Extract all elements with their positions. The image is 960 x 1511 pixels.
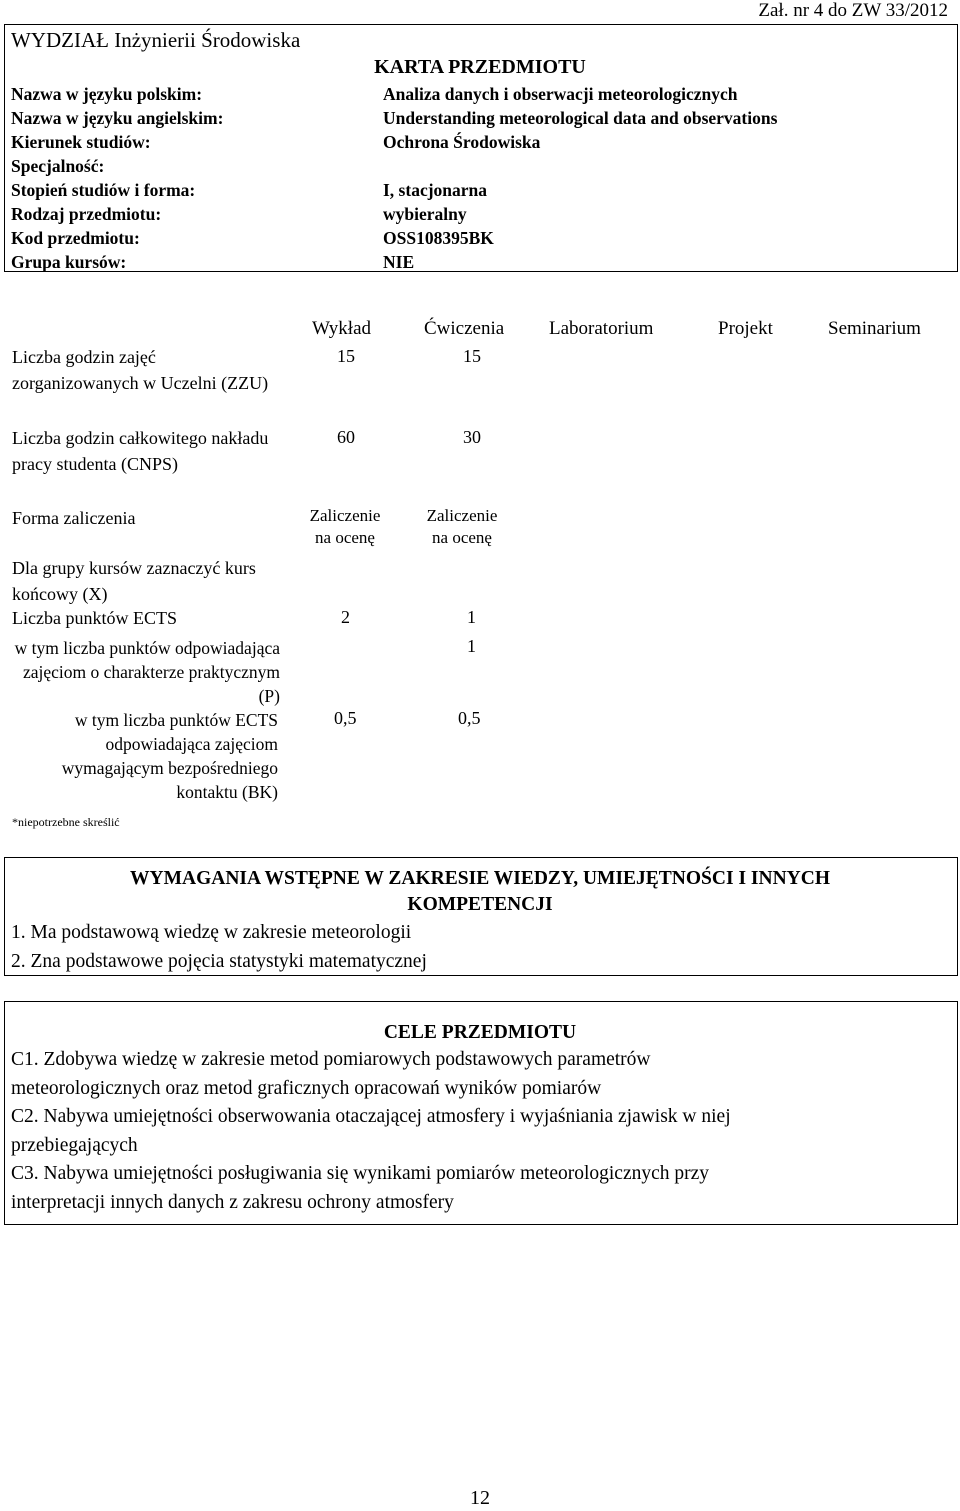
goals-heading: CELE PRZEDMIOTU [383,1022,577,1043]
goal-line-2: meteorologicznych oraz metod graficznych opracowań wyników pomiarów [11,1078,602,1099]
value-field-of-study: Ochrona Środowiska [383,132,541,152]
value-polish-name: Analiza danych i obserwacji meteorologicznych [383,84,738,104]
row-label-zzu: Liczba godzin zajęć zorganizowanych w Uczelni (ZZU) [12,347,269,393]
zzu-exercises: 15 [463,346,481,366]
column-header-laboratory: Laboratorium [549,318,654,339]
cnps-lecture: 60 [337,427,355,447]
ects-lecture: 2 [341,607,350,627]
goal-line-6: interpretacji innych danych z zakresu ochrony atmosfery [11,1192,454,1213]
requirements-heading: WYMAGANIA WSTĘPNE W ZAKRESIE WIEDZY, UMIEJĘTNOŚCI I INNYCH KOMPETENCJI [130,868,830,915]
assessment-lecture [300,505,390,549]
label-english-name: Nazwa w języku angielskim: [11,108,224,128]
attachment-reference: Zał. nr 4 do ZW 33/2012 [758,0,948,21]
value-course-code: OSS108395BK [383,228,494,248]
cnps-exercises: 30 [463,427,481,447]
column-header-seminar: Seminarium [828,318,921,339]
requirement-item-1: 1. Ma podstawową wiedzę w zakresie meteorologii [11,922,412,943]
row-label-ects-direct-contact: w tym liczba punktów ECTS odpowiadająca zajęciom wymagającym bezpośredniego kontaktu (BK) [61,710,278,802]
goal-line-1: C1. Zdobywa wiedzę w zakresie metod pomiarowych podstawowych parametrów [11,1049,651,1070]
ects-exercises: 1 [467,607,476,627]
assessment-exercises-line2: na ocenę [432,528,492,547]
column-header-project: Projekt [718,318,773,339]
value-course-group: NIE [383,252,415,272]
requirement-item-2: 2. Zna podstawowe pojęcia statystyki matematycznej [11,951,427,972]
goal-line-3: C2. Nabywa umiejętności obserwowania otaczającej atmosfery i wyjaśniania zjawisk w niej [11,1106,731,1127]
label-course-group: Grupa kursów: [11,252,127,272]
assessment-exercises-line1: Zaliczenie [426,506,498,525]
row-label-ects: Liczba punktów ECTS [12,608,177,628]
label-field-of-study: Kierunek studiów: [11,132,151,152]
column-header-exercises: Ćwiczenia [424,318,505,339]
value-english-name: Understanding meteorological data and observations [383,108,778,128]
label-specialty: Specjalność: [11,156,105,176]
card-title: KARTA PRZEDMIOTU [374,56,586,78]
assessment-lecture-line1: Zaliczenie [309,506,381,525]
faculty-name: WYDZIAŁ Inżynierii Środowiska [11,28,301,52]
label-polish-name: Nazwa w języku polskim: [11,84,203,104]
goal-line-4: przebiegających [11,1135,138,1156]
label-degree-form: Stopień studiów i forma: [11,180,196,200]
label-course-code: Kod przedmiotu: [11,228,140,248]
value-degree-form: I, stacjonarna [383,180,488,200]
label-course-type: Rodzaj przedmiotu: [11,204,162,224]
row-label-final-course: Dla grupy kursów zaznaczyć kurs końcowy (X) [12,558,256,604]
row-label-ects-practical: w tym liczba punktów odpowiadająca zajęciom o charakterze praktycznym (P) [14,638,280,706]
ects-bk-exercises: 0,5 [458,708,481,728]
assessment-lecture-line2: na ocenę [315,528,375,547]
assessment-exercises [417,505,507,549]
row-label-cnps: Liczba godzin całkowitego nakładu pracy studenta (CNPS) [12,428,269,474]
zzu-lecture: 15 [337,346,355,366]
ects-bk-lecture: 0,5 [334,708,357,728]
page-number: 12 [470,1487,490,1509]
ects-practical-exercises: 1 [467,636,476,656]
footnote: *niepotrzebne skreślić [12,815,120,829]
goal-line-5: C3. Nabywa umiejętności posługiwania się wynikami pomiarów meteorologicznych przy [11,1163,710,1184]
column-header-lecture: Wykład [312,318,372,339]
row-label-assessment-form: Forma zaliczenia [12,508,136,528]
value-course-type: wybieralny [383,204,467,224]
